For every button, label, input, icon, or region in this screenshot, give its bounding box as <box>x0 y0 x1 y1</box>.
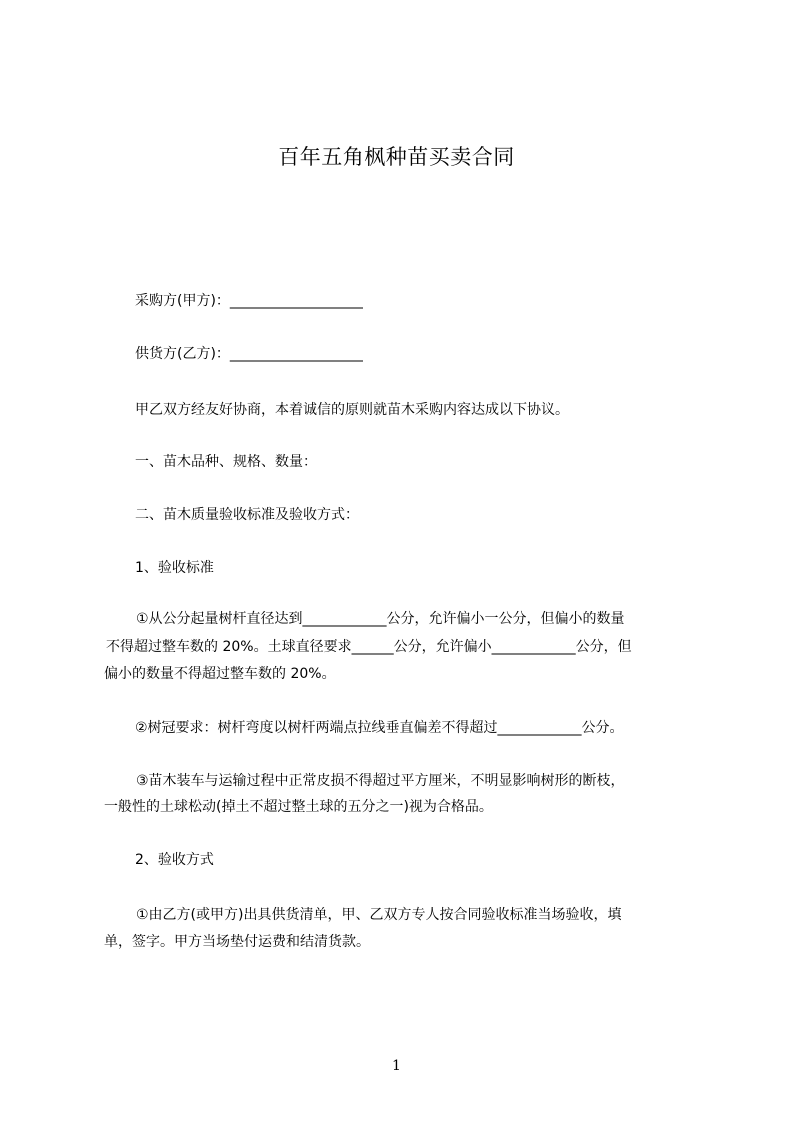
party-b-line: 供货方(乙方)：___________________ <box>135 346 363 362</box>
acceptance-1-line-1: ①由乙方(或甲方)出具供货清单，甲、乙双方专人按合同验收标准当场验收，填 <box>136 907 622 923</box>
subsection-1-heading: 1、验收标准 <box>135 560 214 576</box>
document-title: 百年五角枫种苗买卖合同 <box>278 145 515 169</box>
acceptance-1-line-2: 单，签字。甲方当场垫付运费和结清货款。 <box>104 934 370 950</box>
section-1-heading: 一、苗木品种、规格、数量： <box>135 454 317 470</box>
party-a-line: 采购方(甲方)：___________________ <box>135 293 363 309</box>
item-1-line-3: 偏小的数量不得超过整车数的 20%。 <box>104 666 336 682</box>
page-number: 1 <box>392 1058 401 1074</box>
section-2-heading: 二、苗木质量验收标准及验收方式： <box>135 507 359 523</box>
item-1-line-2: 不得超过整车数的 20%。土球直径要求______公分，允许偏小____________公分，但 <box>106 639 632 655</box>
item-3-line-2: 一般性的土球松动(掉土不超过整土球的五分之一)视为合格品。 <box>104 799 493 815</box>
subsection-2-heading: 2、验收方式 <box>135 852 214 868</box>
intro-paragraph: 甲乙双方经友好协商，本着诚信的原则就苗木采购内容达成以下协议。 <box>135 402 569 418</box>
item-2-paragraph: ②树冠要求：树杆弯度以树杆两端点拉线垂直偏差不得超过____________公分。 <box>135 720 624 736</box>
item-3-line-1: ③苗木装车与运输过程中正常皮损不得超过平方厘米，不明显影响树形的断枝， <box>136 773 625 789</box>
item-1-line-1: ①从公分起量树杆直径达到____________公分，允许偏小一公分，但偏小的数量 <box>136 611 625 627</box>
